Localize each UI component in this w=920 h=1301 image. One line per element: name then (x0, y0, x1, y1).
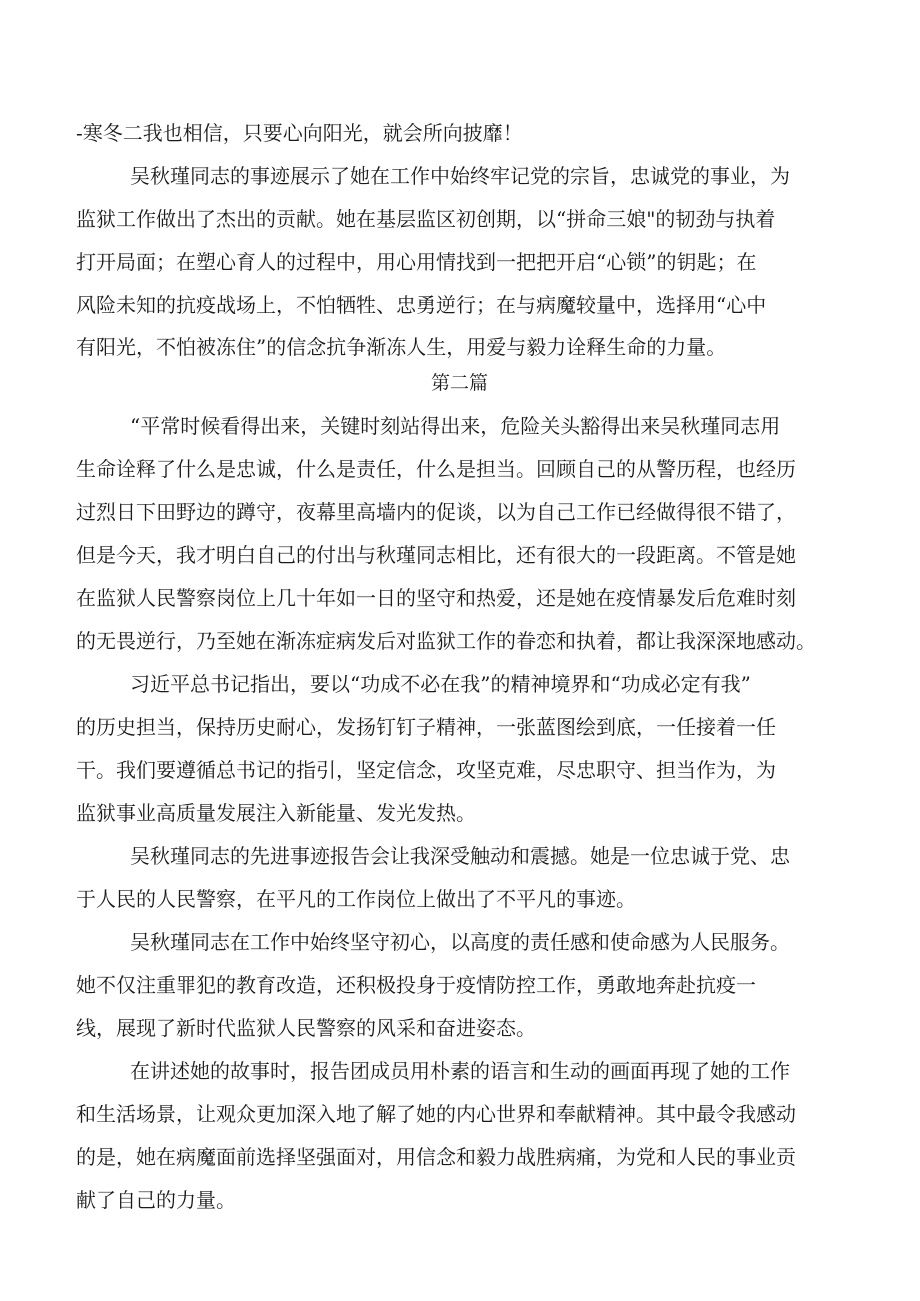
text-line: 于人民的人民警察，在平凡的工作岗位上做出了不平凡的事迹。 (76, 887, 636, 911)
text-line: 有阳光，不怕被冻住”的信念抗争渐冻人生，用爱与毅力诠释生命的力量。 (76, 335, 727, 359)
text-line: 习近平总书记指出，要以“功成不必在我”的精神境界和“功成必定有我” (130, 672, 751, 696)
text-line: 吴秋瑾同志的先进事迹报告会让我深受触动和震撼。她是一位忠诚于党、忠 (130, 844, 790, 868)
text-line: 线，展现了新时代监狱人民警察的风采和奋进姿态。 (76, 1016, 536, 1040)
text-line: 过烈日下田野边的蹲守，夜幕里高墙内的促谈，以为自己工作已经做得很不错了， (76, 500, 796, 524)
text-line: 的是，她在病魔面前选择坚强面对，用信念和毅力战胜病痛，为党和人民的事业贡 (76, 1145, 796, 1169)
text-line: 和生活场景，让观众更加深入地了解了她的内心世界和奉献精神。其中最令我感动 (76, 1102, 796, 1126)
text-line: 风险未知的抗疫战场上，不怕牺牲、忠勇逆行；在与病魔较量中，选择用“心中 (76, 293, 767, 317)
text-line: 打开局面；在塑心育人的过程中，用心用情找到一把把开启“心锁”的钥匙；在 (76, 250, 757, 274)
text-line: 的历史担当，保持历史耐心，发扬钉钉子精神，一张蓝图绘到底，一任接着一任 (76, 715, 776, 739)
text-line: 监狱工作做出了杰出的贡献。她在基层监区初创期，以“拼命三娘"的韧劲与执着 (76, 207, 776, 231)
text-line: -寒冬二我也相信，只要心向阳光，就会所向披靡！ (76, 121, 523, 145)
section-heading: 第二篇 (431, 372, 489, 394)
text-line: 的无畏逆行，乃至她在渐冻症病发后对监狱工作的眷恋和执着，都让我深深地感动。 (76, 629, 816, 653)
text-line: 监狱事业高质量发展注入新能量、发光发热。 (76, 801, 476, 825)
text-line: 在监狱人民警察岗位上几十年如一日的坚守和热爱，还是她在疫情暴发后危难时刻 (76, 586, 796, 610)
text-line: 在讲述她的故事时，报告团成员用朴素的语言和生动的画面再现了她的工作 (130, 1059, 790, 1083)
text-line: 她不仅注重罪犯的教育改造，还积极投身于疫情防控工作，勇敢地奔赴抗疫一 (76, 973, 756, 997)
text-line: “平常时候看得出来，关键时刻站得出来，危险关头豁得出来吴秋瑾同志用 (130, 414, 781, 438)
text-line: 吴秋瑾同志的事迹展示了她在工作中始终牢记党的宗旨，忠诚党的事业，为 (130, 164, 790, 188)
text-line: 生命诠释了什么是忠诚，什么是责任，什么是担当。回顾自己的从警历程，也经历 (76, 457, 796, 481)
text-line: 献了自己的力量。 (76, 1188, 236, 1212)
text-line: 吴秋瑾同志在工作中始终坚守初心，以高度的责任感和使命感为人民服务。 (130, 930, 790, 954)
text-line: 但是今天，我才明白自己的付出与秋瑾同志相比，还有很大的一段距离。不管是她 (76, 543, 796, 567)
text-line: 干。我们要遵循总书记的指引，坚定信念，攻坚克难，尽忠职守、担当作为，为 (76, 758, 776, 782)
